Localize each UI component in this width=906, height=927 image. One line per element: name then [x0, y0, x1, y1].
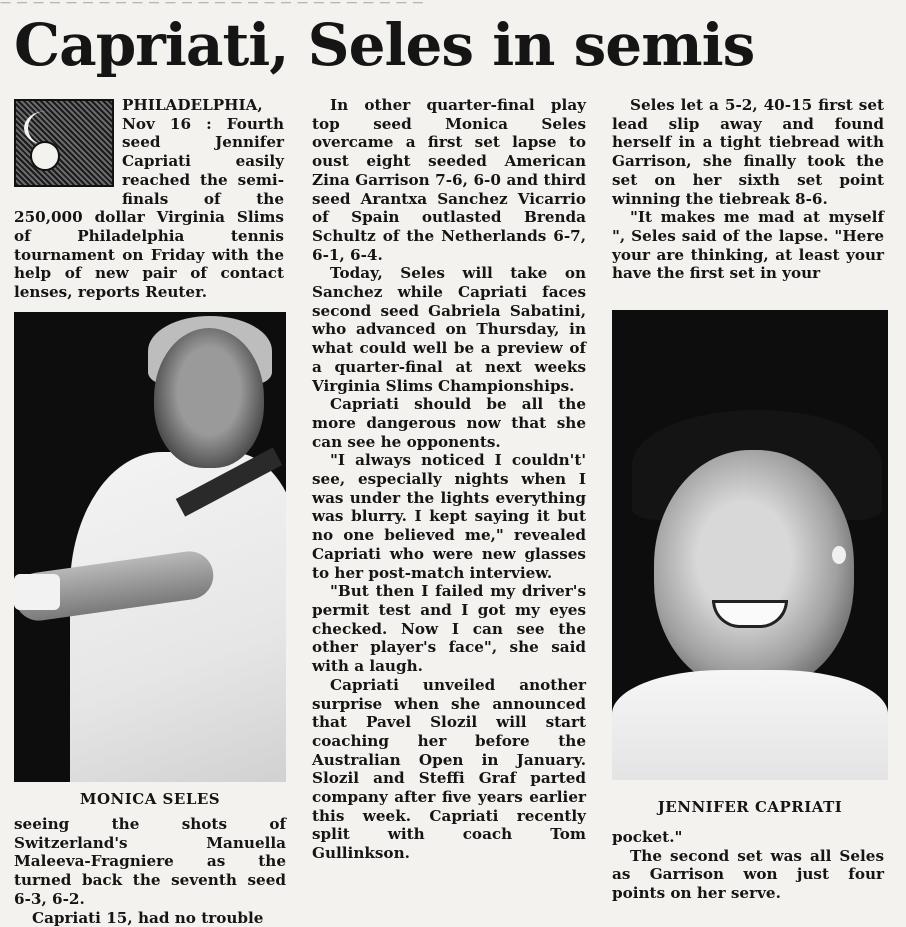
- paragraph: In other quarter-final play top seed Monica Seles overcame a first set lapse to oust eight seeded American Zina Garrison 7-6, 6-0 and third seed Arantxa Sanchez Vicarrio of Spain outlasted Brenda Schultz of the Netherlands 6-7, 6-1, 6-4.: [312, 96, 586, 264]
- photo-caption-seles: MONICA SELES: [79, 790, 221, 808]
- photo-caption-capriati: JENNIFER CAPRIATI: [657, 798, 843, 816]
- dateline: PHILADELPHIA, Nov 16 :: [122, 96, 263, 133]
- column-2: [312, 96, 586, 863]
- paragraph: Capriati should be all the more dangerous now that she can see he opponents.: [312, 395, 586, 451]
- paragraph: Today, Seles will take on Sanchez while Capriati faces second seed Gabriela Sabatini, who advanced on Thursday, in what could well be a preview of a quarter-final at next weeks Virginia Slims Championships.: [312, 264, 586, 395]
- lead-text: Fourth seed Jennifer Capriati easily reached the semi-finals of the 250,000 dollar Virginia Slims of Philadelphia tennis tournament on Friday with the help of new pair of contact lenses, reports Reuter.: [14, 114, 284, 302]
- paragraph: Seles let a 5-2, 40-15 first set lead slip away and found herself in a tight tiebread with Garrison, she finally took the set on her sixth set point winning the tiebreak 8-6.: [612, 96, 884, 208]
- paragraph: "I always noticed I couldn't' see, especially nights when I was under the lights everything was blurry. I kept saying it but no one believed me," revealed Capriati who were new glasses to her post-match interview.: [312, 451, 586, 582]
- closing-paragraph: Capriati 15, had no trouble: [32, 908, 264, 927]
- column-3-continuation: [612, 828, 884, 903]
- paragraph: "But then I failed my driver's permit test and I got my eyes checked. Now I can see the other player's face", she said with a laugh.: [312, 582, 586, 676]
- tennis-logo-icon: [14, 99, 114, 187]
- paragraph: The second set was all Seles as Garrison won just four points on her serve.: [612, 846, 884, 903]
- jennifer-capriati-photo: [612, 310, 888, 780]
- continuation-paragraph: seeing the shots of Switzerland's Manuella Maleeva-Fragniere as the turned back the seventh seed 6-3, 6-2.: [14, 815, 286, 908]
- paragraph: Capriati unveiled another surprise when she announced that Pavel Slozil will start coaching her before the Australian Open in January. Slozil and Steffi Graf parted company after five years earlier this week. Capriati recently split with coach Tom Gullinkson.: [312, 675, 586, 863]
- paragraph: "It makes me mad at myself ", Seles said of the lapse. "Here your are thinking, at least your have the first set in your: [612, 208, 884, 283]
- headline: Capriati, Seles in semis: [14, 11, 755, 79]
- column-1-lead: [14, 96, 284, 302]
- column-3: [612, 96, 884, 283]
- previous-story-fragment: — — — — — — — — — — — — — — — — — — — — — — — — — —: [0, 0, 425, 9]
- monica-seles-photo: [14, 312, 286, 782]
- continuation-paragraph: pocket.": [612, 828, 683, 846]
- column-1-continuation: [14, 815, 286, 927]
